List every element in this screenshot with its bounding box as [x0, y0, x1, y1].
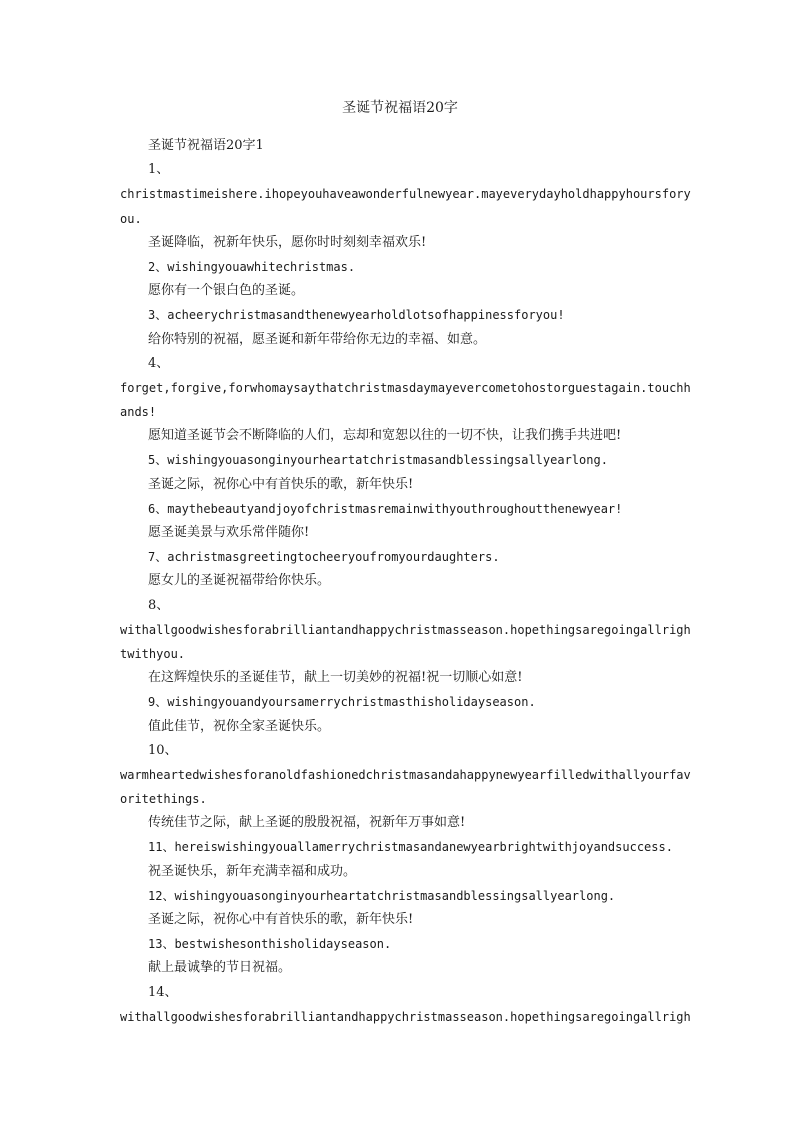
- paragraph-line: 6、maythebeautyandjoyofchristmasremainwithyouthroughoutthenewyear!: [148, 501, 623, 516]
- paragraph-line: 圣诞之际，祝你心中有首快乐的歌，新年快乐!: [148, 476, 414, 492]
- paragraph-line: 9、wishingyouandyoursamerrychristmasthisholidayseason.: [148, 695, 536, 710]
- paragraph-line: warmheartedwishesforanoldfashionedchristmasandahappynewyearfilledwithallyourfav: [120, 767, 691, 782]
- paragraph-line: 愿女儿的圣诞祝福带给你快乐。: [148, 573, 331, 589]
- paragraph-line: ands!: [120, 405, 157, 420]
- paragraph-line: 4、: [148, 355, 170, 371]
- paragraph-line: christmastimeishere.ihopeyouhaveawonderfulnewyear.mayeverydayholdhappyhoursfory: [120, 187, 691, 202]
- paragraph-line: 5、wishingyouasonginyourheartatchristmasandblessingsallyearlong.: [148, 453, 608, 468]
- paragraph-line: withallgoodwishesforabrilliantandhappychristmasseason.hopethingsaregoingallrigh: [120, 622, 691, 637]
- paragraph-line: 值此佳节，祝你全家圣诞快乐。: [148, 718, 331, 734]
- paragraph-line: forget,forgive,forwhomaysaythatchristmasdaymayevercometohostorguestagain.touchh: [120, 380, 691, 395]
- paragraph-line: 13、bestwishesonthisholidayseason.: [148, 937, 392, 952]
- paragraph-line: 7、achristmasgreetingtocheeryoufromyourdaughters.: [148, 550, 500, 565]
- paragraph-line: 祝圣诞快乐，新年充满幸福和成功。: [148, 863, 357, 879]
- paragraph-line: 献上最诚挚的节日祝福。: [148, 960, 292, 976]
- paragraph-line: 愿你有一个银白色的圣诞。: [148, 283, 305, 299]
- paragraph-line: 10、: [148, 742, 178, 758]
- paragraph-line: 愿圣诞美景与欢乐常伴随你!: [148, 525, 310, 540]
- paragraph-line: 2、wishingyouawhitechristmas.: [148, 259, 356, 274]
- paragraph-line: 11、hereiswishingyouallamerrychristmasandanewyearbrightwithjoyandsuccess.: [148, 840, 673, 855]
- paragraph-line: 在这辉煌快乐的圣诞佳节，献上一切美妙的祝福!祝一切顺心如意!: [148, 670, 523, 686]
- paragraph-line: 圣诞降临，祝新年快乐，愿你时时刻刻幸福欢乐!: [148, 234, 427, 250]
- paragraph-line: withallgoodwishesforabrilliantandhappychristmasseason.hopethingsaregoingallrigh: [120, 1009, 691, 1024]
- paragraph-line: 愿知道圣诞节会不断降临的人们，忘却和宽恕以往的一切不快，让我们携手共进吧!: [148, 428, 622, 444]
- document-title: 圣诞节祝福语20字: [342, 100, 458, 116]
- paragraph-line: 3、acheerychristmasandthenewyearholdlotsofhappinessforyou!: [148, 308, 565, 323]
- paragraph-line: twithyou.: [120, 646, 186, 661]
- paragraph-line: 8、: [148, 597, 170, 613]
- paragraph-line: oritethings.: [120, 792, 207, 807]
- paragraph-line: ou.: [120, 211, 142, 226]
- paragraph-line: 1、: [148, 162, 170, 178]
- document-body: [120, 134, 691, 1029]
- paragraph-line: 传统佳节之际，献上圣诞的殷殷祝福，祝新年万事如意!: [148, 815, 466, 831]
- paragraph-line: 12、wishingyouasonginyourheartatchristmasandblessingsallyearlong.: [148, 888, 616, 903]
- paragraph-line: 圣诞之际，祝你心中有首快乐的歌，新年快乐!: [148, 912, 414, 927]
- paragraph-line: 给你特别的祝福，愿圣诞和新年带给你无边的幸福、如意。: [148, 331, 487, 347]
- paragraph-line: 圣诞节祝福语20字1: [148, 138, 264, 153]
- paragraph-line: 14、: [148, 984, 178, 1000]
